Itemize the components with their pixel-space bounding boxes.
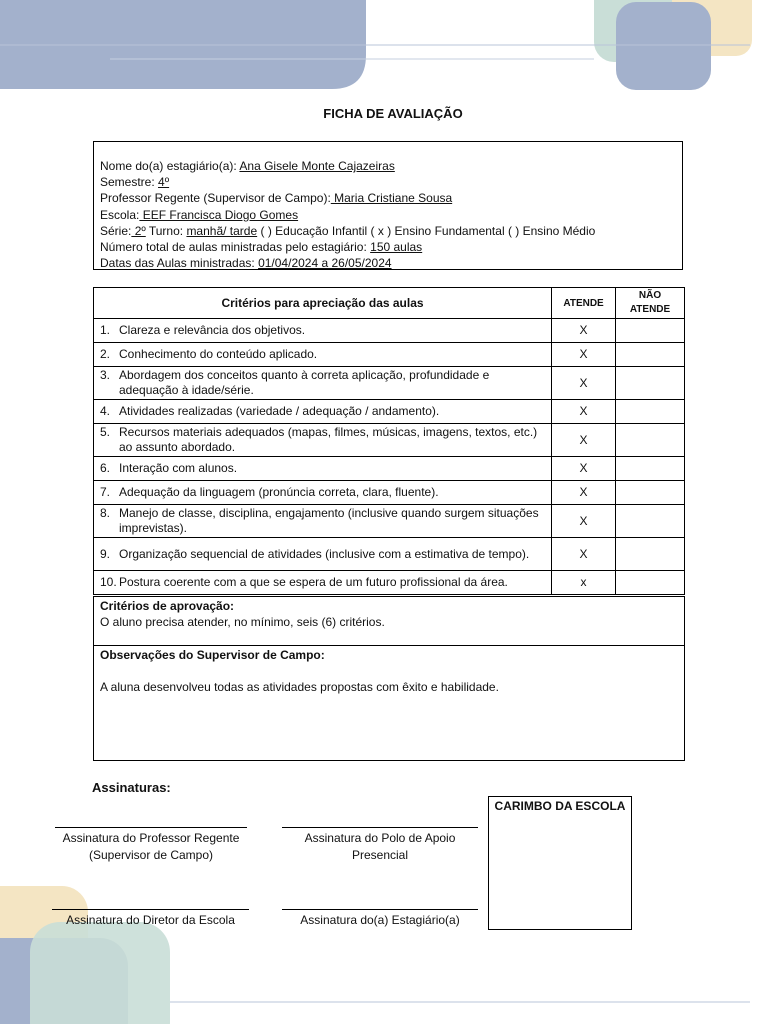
- signature-polo: Assinatura do Polo de Apoio Presencial: [282, 827, 478, 864]
- table-row: 4. Atividades realizadas (variedade / adequação / andamento). X: [94, 400, 685, 424]
- nao-atende-cell: [616, 571, 685, 595]
- criteria-header-row: [94, 288, 685, 319]
- approval-criteria-box: [93, 596, 685, 646]
- table-row: 6. Interação com alunos. X: [94, 457, 685, 481]
- nao-atende-cell: [616, 481, 685, 505]
- serie-value: 2º: [131, 223, 146, 238]
- observations-title: Observações do Supervisor de Campo:: [100, 648, 325, 662]
- info-professor: Professor Regente (Supervisor de Campo): Maria Cristiane Sousa: [100, 191, 453, 206]
- nao-atende-cell: [616, 505, 685, 538]
- atende-cell: x: [552, 571, 616, 595]
- nao-atende-cell: [616, 400, 685, 424]
- signature-line: [282, 827, 478, 828]
- signatures-title: Assinaturas:: [92, 780, 171, 795]
- table-row: 7. Adequação da linguagem (pronúncia correta, clara, fluente). X: [94, 481, 685, 505]
- atende-cell: X: [552, 343, 616, 367]
- nao-atende-cell: [616, 538, 685, 571]
- nao-atende-cell: [616, 424, 685, 457]
- atende-cell: X: [552, 319, 616, 343]
- supervisor-observations-box: [93, 645, 685, 761]
- atende-cell: X: [552, 505, 616, 538]
- atende-cell: X: [552, 400, 616, 424]
- info-datas: Datas das Aulas ministradas: 01/04/2024 a 26/05/2024: [100, 256, 392, 271]
- info-serie: Série: 2º Turno: manhã/ tarde ( ) Educação Infantil ( x ) Ensino Fundamental ( ) Ensino Médio: [100, 223, 596, 238]
- table-row: 1. Clareza e relevância dos objetivos. X: [94, 319, 685, 343]
- criteria-table: [93, 287, 685, 595]
- table-row: 8. Manejo de classe, disciplina, engajamento (inclusive quando surgem situações imprevistas). X: [94, 505, 685, 538]
- table-row: 3. Abordagem dos conceitos quanto à correta aplicação, profundidade e adequação à idade/série. X: [94, 367, 685, 400]
- turno-value: manhã/ tarde: [186, 223, 258, 238]
- signature-line: [52, 909, 249, 910]
- student-info-box: [93, 141, 683, 270]
- info-semestre: Semestre: 4º: [100, 175, 170, 190]
- signature-professor: Assinatura do Professor Regente (Supervisor de Campo): [55, 827, 247, 864]
- escola-value: EEF Francisca Diogo Gomes: [139, 207, 299, 222]
- atende-header: ATENDE: [552, 288, 616, 319]
- nome-value: Ana Gisele Monte Cajazeiras: [239, 159, 395, 173]
- nao-atende-cell: [616, 343, 685, 367]
- niveis-options: ( ) Educação Infantil ( x ) Ensino Fundamental ( ) Ensino Médio: [257, 223, 596, 238]
- document-title: FICHA DE AVALIAÇÃO: [323, 106, 463, 121]
- nao-atende-header: NÃO ATENDE: [616, 288, 685, 319]
- table-row: 5. Recursos materiais adequados (mapas, filmes, músicas, imagens, textos, etc.) ao assunto abordado. X: [94, 424, 685, 457]
- atende-cell: X: [552, 457, 616, 481]
- info-aulas: Número total de aulas ministradas pelo estagiário: 150 aulas: [100, 240, 423, 255]
- aulas-value: 150 aulas: [370, 240, 423, 255]
- school-stamp-label: CARIMBO DA ESCOLA: [494, 799, 626, 813]
- footer-decoration: [0, 880, 768, 1024]
- signature-diretor: Assinatura do Diretor da Escola: [52, 909, 249, 929]
- nao-atende-cell: [616, 367, 685, 400]
- signature-estagiario: Assinatura do(a) Estagiário(a): [282, 909, 478, 929]
- semestre-value: 4º: [158, 175, 170, 190]
- atende-cell: X: [552, 481, 616, 505]
- datas-value: 01/04/2024 a 26/05/2024: [258, 256, 392, 271]
- info-nome: Nome do(a) estagiário(a): Ana Gisele Monte Cajazeiras: [100, 159, 395, 173]
- nao-atende-cell: [616, 457, 685, 481]
- school-stamp-box: [488, 796, 632, 930]
- atende-cell: X: [552, 367, 616, 400]
- table-row: 2. Conhecimento do conteúdo aplicado. X: [94, 343, 685, 367]
- professor-value: Maria Cristiane Sousa: [330, 191, 453, 206]
- table-row: 10. Postura coerente com a que se espera de um futuro profissional da área. x: [94, 571, 685, 595]
- info-escola: Escola: EEF Francisca Diogo Gomes: [100, 207, 299, 222]
- header-decoration: [0, 0, 768, 95]
- table-row: 9. Organização sequencial de atividades (inclusive com a estimativa de tempo). X: [94, 538, 685, 571]
- nao-atende-cell: [616, 319, 685, 343]
- approval-text: O aluno precisa atender, no mínimo, seis (6) critérios.: [100, 615, 385, 629]
- signature-line: [282, 909, 478, 910]
- approval-title: Critérios de aprovação:: [100, 599, 235, 613]
- signature-line: [55, 827, 247, 828]
- observations-text: A aluna desenvolveu todas as atividades propostas com êxito e habilidade.: [100, 680, 499, 694]
- atende-cell: X: [552, 538, 616, 571]
- atende-cell: X: [552, 424, 616, 457]
- criteria-header: Critérios para apreciação das aulas: [94, 288, 552, 319]
